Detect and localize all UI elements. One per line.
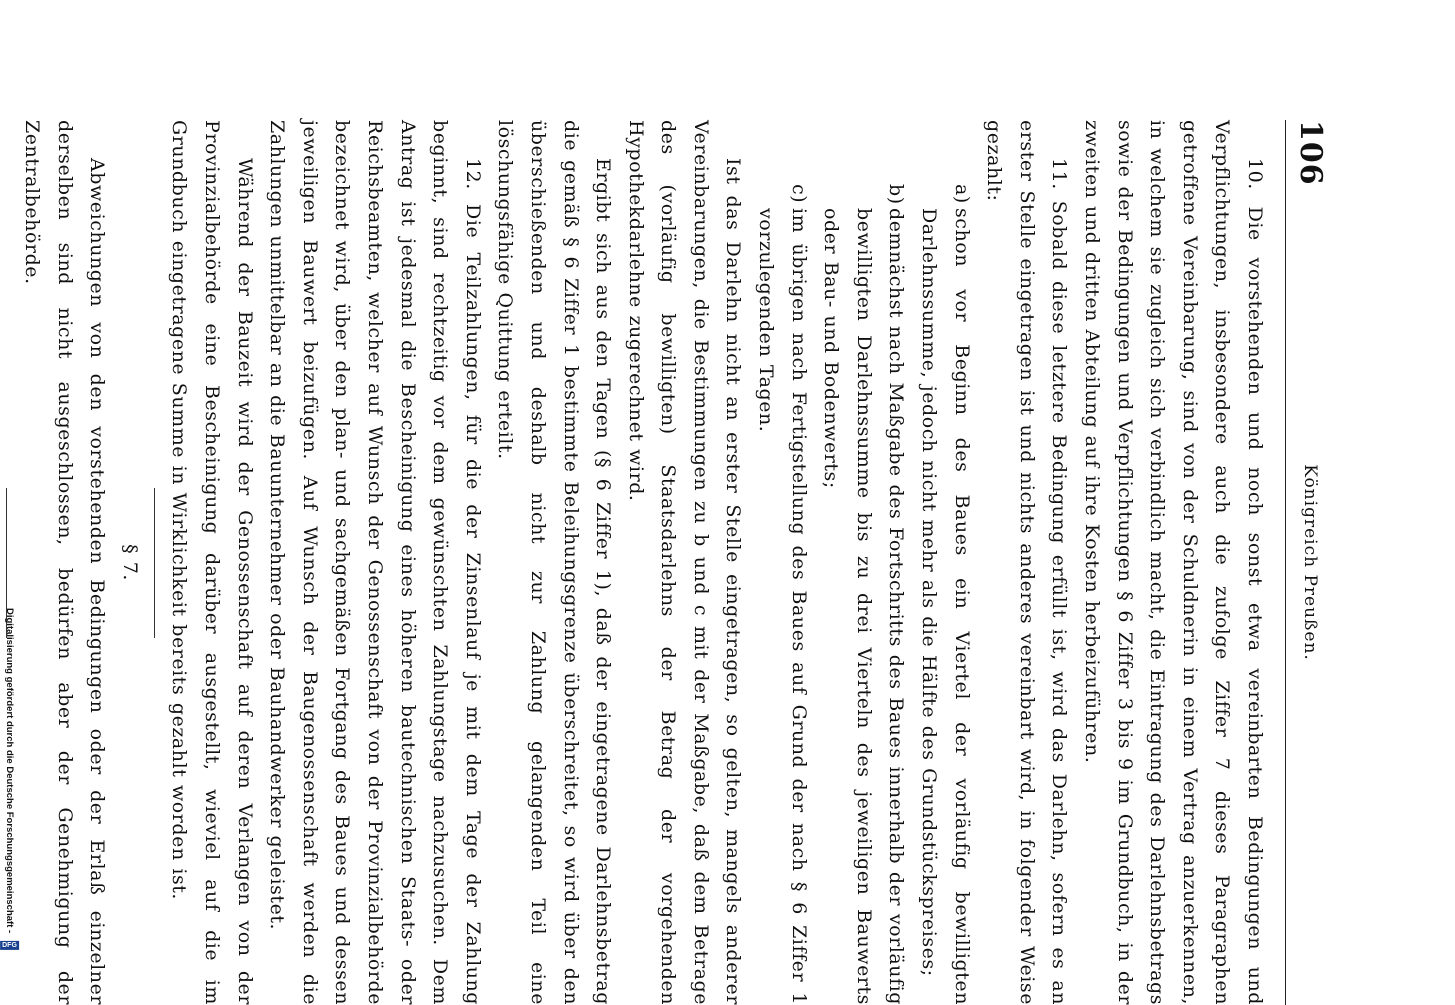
paragraph-during-construction: Während der Bauzeit wird der Genossenschaft auf deren Verlangen von der Provinzialbehörde eine Bescheinigung darüber ausgestellt, wieviel auf die im Grundbuch eingetragene Summe in Wirklichkeit bereits gezahlt worden ist.: [168, 120, 256, 1005]
list-item-c-text: im übrigen nach Fertigstellung des Baues auf Grund der nach § 6 Ziffer 1 vorzulegenden Tagen.: [755, 208, 810, 1005]
section-7-text: Abweichungen von den vorstehenden Bedingungen oder der Erlaß einzelner derselben sind nicht ausgeschlossen, bedürfen aber der Genehmigung der Zentralbehörde.: [21, 120, 109, 1005]
rotated-page: [21, 120, 1330, 1005]
list-item-c: [750, 120, 815, 1005]
digitization-note: [3, 608, 17, 993]
dfg-logo-icon: DFG: [2, 942, 18, 950]
list-item-a-label: a): [950, 184, 973, 204]
digitization-note-text: Digitalisierung gefördert durch die Deutsche Forschungsgemeinschaft -: [4, 608, 16, 934]
paragraph-second-position: Ist das Darlehn nicht an erster Stelle eingetragen, so gelten, mangels anderer Vereinbarungen, die Bestimmungen zu b und c mit der Maßgabe, daß dem Betrage des (vorläufig bewilligten) Staatsdarlehns der Betrag der vorgehenden Hypothekdarlehne zugerechnet wird.: [624, 120, 745, 1005]
list-item-a-text: schon vor Beginn des Baues ein Viertel der vorläufig bewilligten Darlehnssumme, jedoch nicht mehr als die Hälfte des Grundstückspreises;: [918, 208, 973, 1005]
page-header: [1285, 120, 1330, 1005]
list-item-b-text: demnächst nach Maßgabe des Fortschritts des Baues innerhalb der vorläufig bewilligten Darlehnssumme bis zu drei Vierteln des jeweiligen Bauwerts oder Bau- und Bodenwerts;: [820, 208, 908, 1005]
paragraph-excess: Ergibt sich aus den Tagen (§ 6 Ziffer 1), daß der eingetragene Darlehnsbetrag die gemäß § 6 Ziffer 1 bestimmte Beleihungsgrenze überschreitet, so wird über den überschießenden und deshalb nicht zur Zahlung gelangenden Teil eine löschungsfähige Quittung erteilt.: [494, 120, 615, 1005]
list-item-c-label: c): [787, 184, 810, 204]
section-heading: § 7.: [118, 544, 141, 581]
paragraph-12: 12. Die Teilzahlungen, für die der Zinsenlauf je mit dem Tage der Zahlung beginnt, sind rechtzeitig vor dem gewünschten Zahlungstage nachzusuchen. Dem Antrag ist jedesmal die Bescheinigung eines höheren bautechnischen Staats- oder Reichsbeamten, welcher auf Wunsch der Genossenschaft von der Provinzialbehörde bezeichnet wird, über den plan- und sachgemäßen Fortgang des Baues und dessen jeweiligen Bauwert beizufügen. Auf Wunsch der Baugenossenschaft werden die Zahlungen unmittelbar an die Bauunternehmer oder Bauhandwerker geleistet.: [266, 120, 484, 1005]
page-body: [0, 120, 1271, 1005]
list-item-b: [815, 120, 913, 1005]
list-item-b-label: b): [885, 184, 908, 205]
section-divider: [154, 488, 155, 638]
page-number: 106: [1293, 120, 1328, 186]
list-item-a: [912, 120, 977, 1005]
running-head: Königreich Preußen.: [1300, 464, 1320, 661]
paragraph-10: 10. Die vorstehenden und noch sonst etwa vereinbarten Bedingungen und Verpflichtungen, insbesondere auch die zufolge Ziffer 7 dieses Paragraphen getroffene Vereinbarung, sind von der Schuldnerin in einem Vertrag anzuerkennen, in welchem sie zugleich sich verbindlich macht, die Eintragung des Darlehnsbetrags sowie der Bedingungen und Verpflichtungen § 6 Ziffer 3 bis 9 im Grundbuch, in der zweiten und dritten Abteilung auf ihre Kosten herbeizuführen.: [1081, 120, 1266, 1005]
paragraph-11: 11. Sobald diese letztere Bedingung erfüllt ist, wird das Darlehn, sofern es an erster Stelle eingetragen ist und nichts anderes vereinbart wird, in folgender Weise gezahlt:: [983, 120, 1071, 1005]
